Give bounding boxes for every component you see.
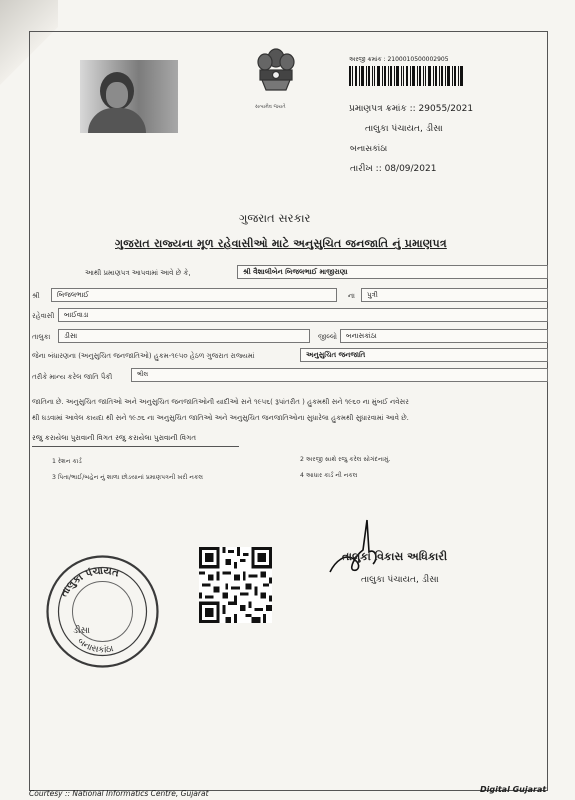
qr-code (199, 547, 272, 623)
taluka-field: ડીસા (58, 329, 310, 343)
emblem-caption: સત્યમેવ જયતે (255, 104, 286, 110)
relation-field: પુત્રી (361, 288, 548, 302)
seal-bottom-text: બનાસકાંઠા (75, 636, 115, 656)
relation-prefix: ના (348, 292, 355, 300)
government-heading: ગુજરાત સરકાર (239, 211, 311, 225)
document-item: 3 પિતા/ભાઈ/બહેન નું શાળા છોડયાનાં પ્રમાણપત્રની ખરી નકલ (52, 474, 204, 481)
applicant-name-field: શ્રી વૈશાલીબેન બિજલભાઈ માજીરાણા (237, 265, 548, 279)
officer-office: તાલુકા પંચાયત, ડીસા (361, 575, 439, 585)
legal-text-line-2: થી ઘડવામાં આવેલ કાયદા થી સને ૧૯૭૬ ના અનુસુચિત જાતિઓ અને અનુસુચિત જનજાતિઓના સુધારેલા હુકમથી સુધારવામાં આવે છે. (32, 414, 409, 422)
documents-divider (32, 446, 239, 447)
footer-brand: Digital Gujarat (480, 785, 547, 794)
intro-label: આથી પ્રમાણપત્ર આપવામાં આવે છે કે, (85, 269, 191, 277)
applicant-photo (80, 60, 178, 133)
documents-heading: રજુ કરાયેલા પુરાવાની વિગત રજુ કરાયેલા પુરાવાની વિગત (32, 433, 197, 442)
certificate-title: ગુજરાત રાજ્યના મૂળ રહેવાસીઓ માટે અનુસુચિત જનજાતિ નું પ્રમાણપત્ર (115, 237, 447, 250)
resident-label: રહેવાસી (32, 312, 55, 320)
legal-text-line-1: જાતિના છે. અનુસુચિત જાતિઓ અને અનુસુચિત જનજાતિઓની યાદીઓ સને ૧૯૫૬( રૂપાંતરીત ) હુકમથી સને ૧૯૬૦ ના મુંબઈ નવેસર (32, 398, 409, 406)
order-label: જેના બંધારણના (અનુસુચિત જનજાતિઓ) હુકમ-૧૯૫૦ હેઠળ ગુજરાત રાજ્યમાં (32, 352, 255, 360)
certificate-border (29, 31, 548, 791)
issue-date: તારીખ :: 08/09/2021 (350, 164, 437, 174)
document-item: 4 આધાર કાર્ડ ની નકલ (300, 472, 358, 479)
resident-field: બાઈવાડા (58, 308, 548, 322)
certificate-number: પ્રમાણપત્ર ક્રમાંક :: 29055/2021 (349, 104, 474, 114)
district-label: જીલ્લો (318, 333, 337, 341)
father-name-field: બિજલભાઈ (51, 288, 337, 302)
officer-signature (325, 512, 425, 582)
seal-prefix-text: ડીસા (73, 626, 91, 636)
father-prefix: શ્રી (32, 292, 40, 300)
official-seal-stamp (44, 553, 161, 670)
national-emblem-icon (252, 42, 300, 108)
svg-text:બનાસકાંઠા (75, 637, 114, 656)
issuing-office: તાલુકા પંચાયત, ડીસા (365, 124, 443, 134)
district-field: બનાસકાંઠા (340, 329, 548, 343)
issuing-district: બનાસકાંઠા (350, 144, 388, 154)
barcode (349, 66, 465, 86)
category-field: અનુસુચિત જનજાતિ (300, 348, 548, 362)
tribe-field: ભીલ (131, 368, 548, 382)
application-number: અરજી ક્રમાંક : 2100010500002905 (349, 56, 449, 63)
taluka-label: તાલુકા (32, 333, 51, 341)
seal-top-text: તાલુકા પંચાયત (58, 565, 121, 600)
footer-courtesy: Courtesy :: National Informatics Centre, Gujarat (29, 789, 209, 798)
document-item: 1 રેશન કાર્ડ (52, 458, 82, 465)
officer-title: તાલુકા વિકાસ અધિકારી (342, 550, 448, 563)
tribe-label: તરીકે માન્ય કરેલ જાતિ પૈકી (32, 373, 113, 381)
document-item: 2 અરજી સાથે રજુ કરેલ સોગંદનામું. (300, 456, 391, 463)
